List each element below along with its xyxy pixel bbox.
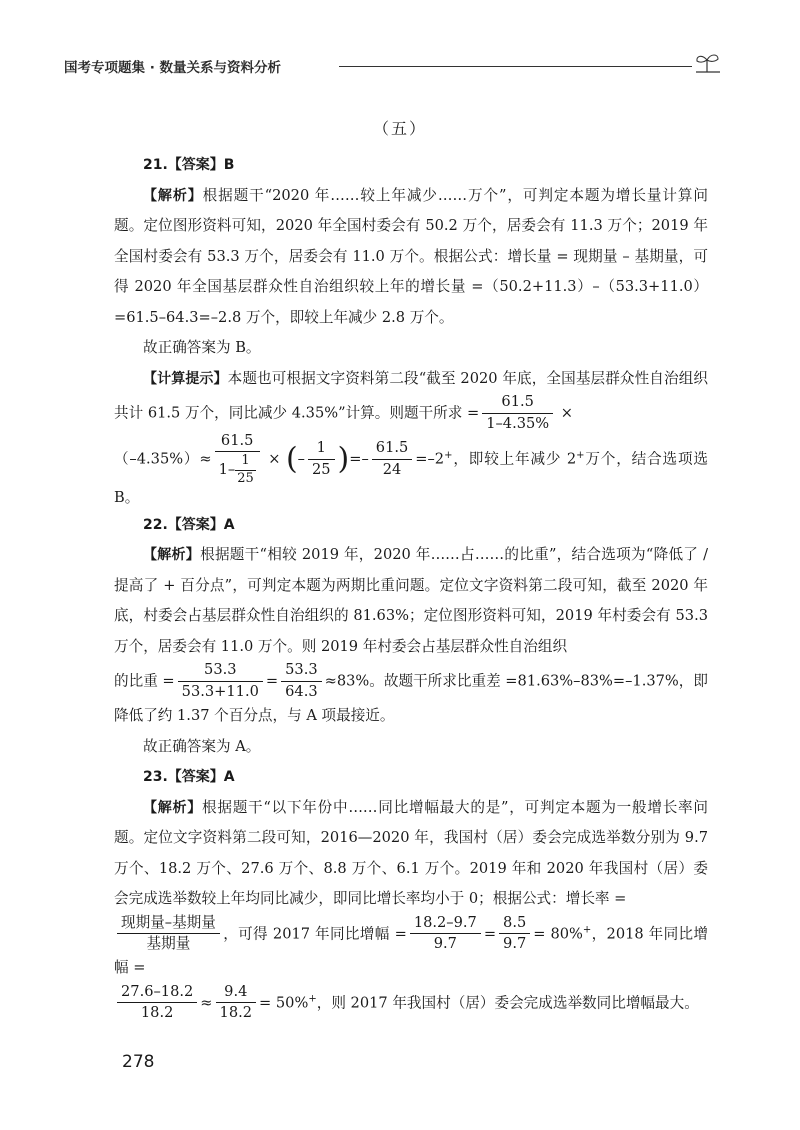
sprout-icon xyxy=(690,50,724,80)
q21-tip-equation: （–4.35%）≈ 61.5 1– $\frac{1}{25}$ × (– $\frac{1}{25}$ )=– $\frac{61.5}{24}$ =–2+，即较上年减少 2+万个，结合选项选 B。 xyxy=(114,431,708,506)
header-rule xyxy=(339,66,692,67)
q23-answer: 23.【答案】A xyxy=(143,769,235,785)
answer-content xyxy=(114,150,708,1022)
q23-result-line: $\frac{27.6-18.2}{18.2}$ ≈ $\frac{9.4}{18.2}$ = 50%+，则 2017 年我国村（居）委会完成选举数同比增幅最大。 xyxy=(114,984,708,1023)
header-title: 国考专项题集 · 数量关系与资料分析 xyxy=(64,60,282,76)
q23-formula-line: $\frac{\text{现期量–基期量}}{\text{基期量}}$ ，可得 2017 年同比增幅 = $\frac{18.2-9.7}{9.7}$ = $\frac{8.5}{9.7}$ = 80%+，2018 年同比增幅 = xyxy=(114,913,708,977)
running-header xyxy=(64,50,724,86)
section-title: （五） xyxy=(372,119,427,138)
page-number: 278 xyxy=(122,1052,155,1072)
q21-conclusion: 故正确答案为 B。 xyxy=(143,339,261,356)
q21-analysis: 【解析】根据题干“2020 年……较上年减少……万个”，可判定本题为增长量计算问题。定位图形资料可知，2020 年全国村委会有 50.2 万个，居委会有 11.3 万个；2019 年全国村委会有 53.3 万个，居委会有 11.0 万个。根据公式：增长量 = 现期量 – 基期量，可得 2020 年全国基层群众性自治组织较上年的增长量 =（50.2+11.3）–（53.3+11.0）=61.5–64.3=–2.8 万个，即较上年减少 2.8 万个。 xyxy=(114,186,709,326)
q22-analysis: 【解析】根据题干“相较 2019 年，2020 年……占……的比重”，结合选项为“降低了 / 提高了 + 百分点”，可判定本题为两期比重问题。定位文字资料第二段可知，截至 2020 年底，村委会占基层群众性自治组织的 81.63%；定位图形资料可知，2019 年村委会有 53.3 万个，居委会有 11.0 万个。则 2019 年村委会占基层群众性自治组织 xyxy=(114,546,708,655)
q22-answer: 22.【答案】A xyxy=(143,516,235,533)
q21-tip: 【计算提示】本题也可根据文字资料第二段“截至 2020 年底，全国基层群众性自治组织共计 61.5 万个，同比减少 4.35%”计算。则题干所求 = $\frac{61.5}{1-4.35\%}$ × xyxy=(114,369,709,432)
q21-tip-fraction: $\frac{61.5}{1-4.35\%}$ xyxy=(482,394,553,433)
q22-ratio-line: 的比重 = $\frac{53.3}{53.3+11.0}$ = $\frac{53.3}{64.3}$ ≈83%。故题干所求比重差 =81.63%–83%=–1.37%，即降低了约 1.37 个百分点，与 A 项最接近。 xyxy=(114,661,708,724)
q23-analysis: 【解析】根据题干“以下年份中……同比增幅最大的是”，可判定本题为一般增长率问题。定位文字资料第二段可知，2016—2020 年，我国村（居）委会完成选举数分别为 9.7 万个、18.2 万个、27.6 万个、8.8 万个、6.1 万个。2019 年和 2020 年我国村（居）委会完成选举数较上年均同比减少，即同比增长率均小于 0；根据公式：增长率 = xyxy=(114,798,708,907)
q21-answer: 21.【答案】B xyxy=(143,157,235,173)
q22-conclusion: 故正确答案为 A。 xyxy=(143,737,261,755)
